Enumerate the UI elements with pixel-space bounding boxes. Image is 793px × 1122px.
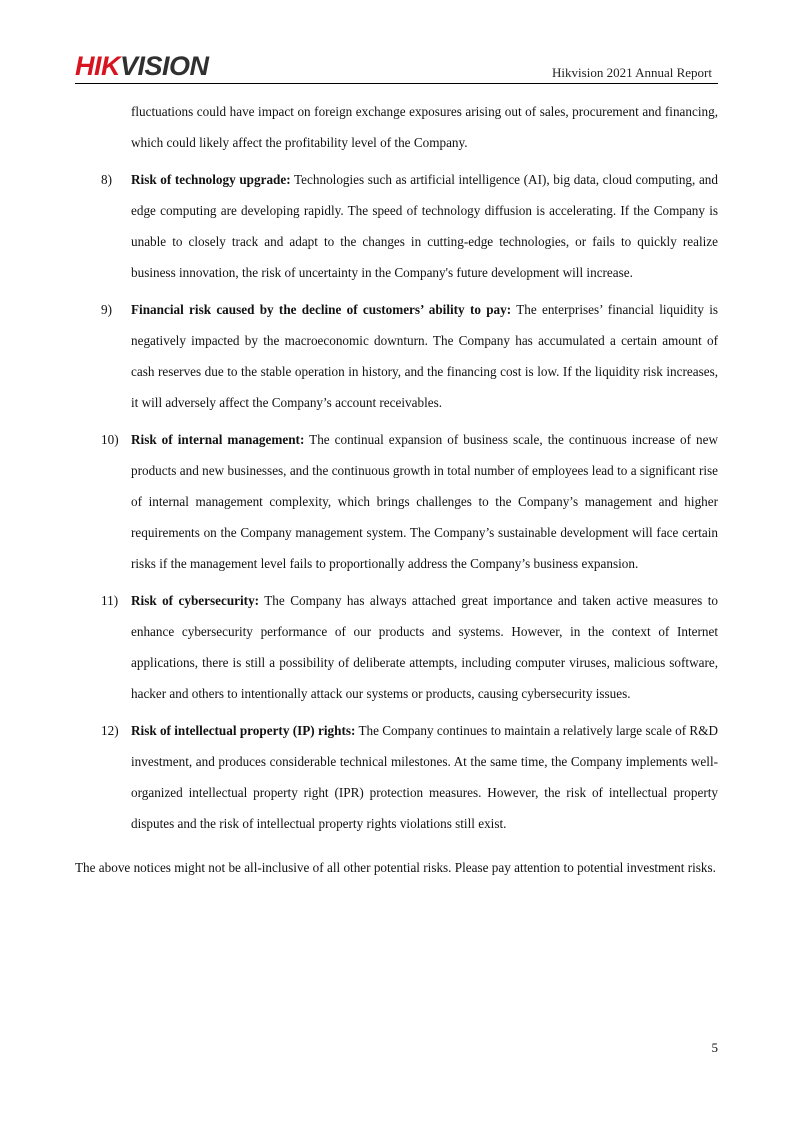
risk-item-12 [75,715,718,839]
risk-number: 8) [101,172,112,187]
risk-text: The Company has always attached great importance and taken active measures to enhance cybersecurity performance of our products and systems. However, in the context of Internet applications, there is still a possibility of deliberate attempts, including computer viruses, malicious software, hacker and others to intentionally attack our systems or products, causing cybersecurity issues. [131,593,718,701]
risk-body [131,585,718,709]
risk-text: The enterprises’ financial liquidity is negatively impacted by the macroeconomic downturn. The Company has accumulated a certain amount of cash reserves due to the stable operation in history, and the financing cost is low. If the liquidity risk increases, it will adversely affect the Company’s account receivables. [131,302,719,410]
logo-hik: HIK [75,51,120,81]
risk-item-11 [75,585,718,709]
risk-text: Technologies such as artificial intelligence (AI), big data, cloud computing, and edge computing are developing rapidly. The speed of technology diffusion is accelerating. If the Company is unable to closely track and adapt to the changes in cutting-edge technologies, or fails to quickly realize business innovation, the risk of uncertainty in the Company's future development will increase. [131,172,718,280]
risk-item-8 [75,164,718,288]
risk-title: Risk of technology upgrade: [131,172,291,187]
risk-number: 10) [101,432,119,447]
risk-body [131,424,718,579]
page-header [75,50,718,84]
risk-title: Risk of intellectual property (IP) rights: [131,723,356,738]
report-title: Hikvision 2021 Annual Report [552,65,712,80]
page-number: 5 [711,1040,718,1055]
logo-vision: VISION [120,51,209,81]
risk-body [131,164,718,288]
risk-title: Risk of internal management: [131,432,305,447]
risk-item-9 [75,294,718,418]
closing-notice: The above notices might not be all-inclusive of all other potential risks. Please pay attention to potential investment risks. [75,860,716,875]
risk-number: 11) [101,593,119,608]
page-content [75,96,718,881]
risk-text: The Company continues to maintain a relatively large scale of R&D investment, and produces considerable technical milestones. At the same time, the Company implements well-organized intellectual property right (IPR) protection measures. However, the risk of intellectual property disputes and the risk of intellectual property rights violations still exist. [131,723,718,831]
hikvision-logo [75,50,209,82]
risk-title: Financial risk caused by the decline of customers’ ability to pay: [131,302,512,317]
risk-item-10 [75,424,718,579]
header-divider [75,83,718,84]
risk-number: 9) [101,302,112,317]
risk-body [131,294,718,418]
risk-title: Risk of cybersecurity: [131,593,260,608]
risk-number: 12) [101,723,119,738]
risk-text: The continual expansion of business scale, the continuous increase of new products and new businesses, and the continuous growth in total number of employees lead to a significant rise of internal management complexity, which brings challenges to the Company’s management and higher requirements on the Company management system. The Company’s sustainable development will face certain risks if the management level fails to proportionally address the Company’s business expansion. [131,432,718,571]
intro-continuation: fluctuations could have impact on foreign exchange exposures arising out of sales, procurement and financing, which could likely affect the profitability level of the Company. [131,104,718,150]
risk-body [131,715,718,839]
